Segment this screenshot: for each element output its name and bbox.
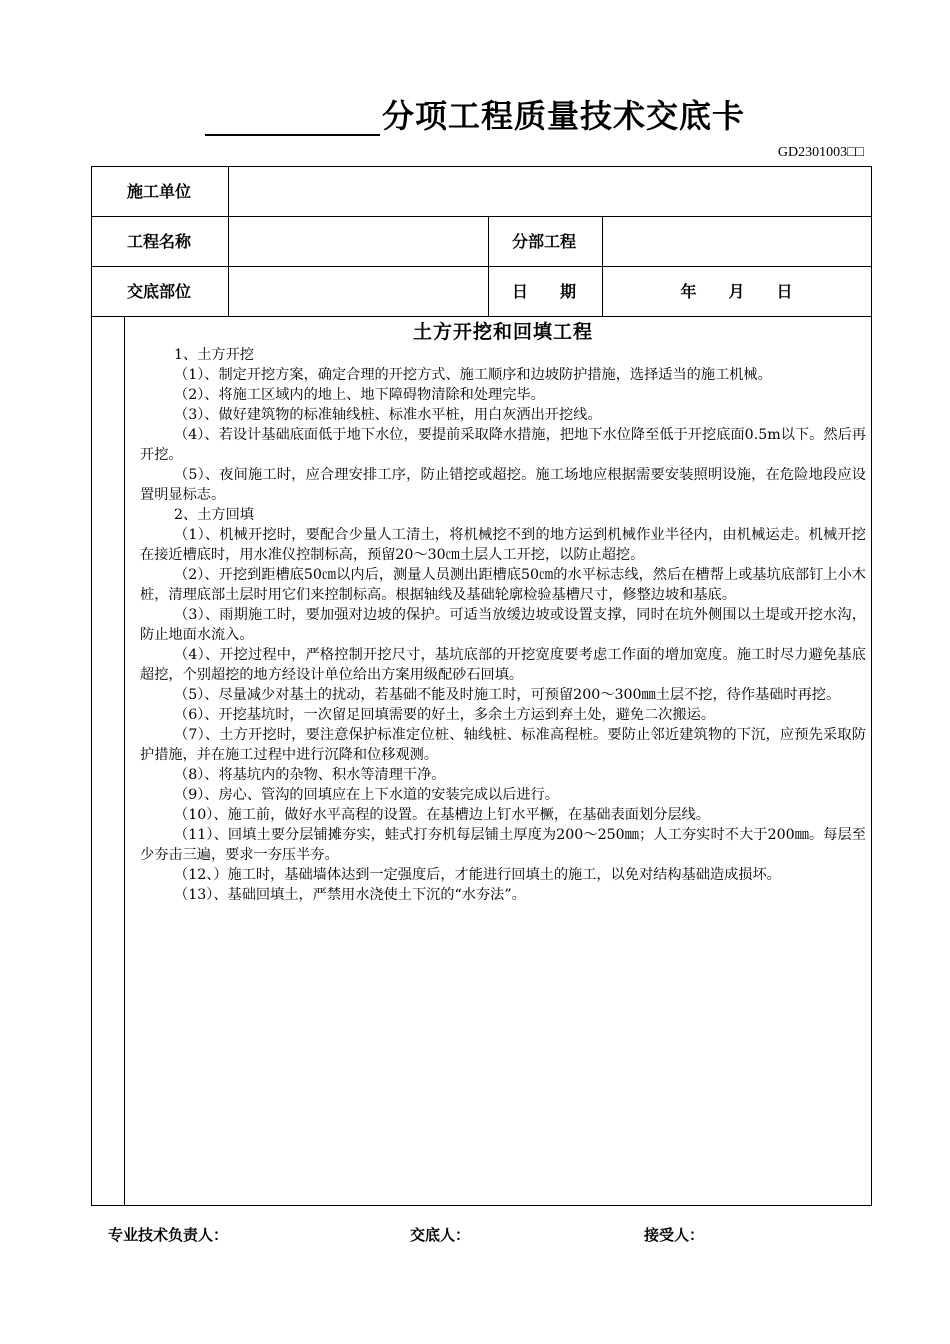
paragraph: （13）、基础回填土，严禁用水浇使土下沉的“水夯法”。 [174,887,526,903]
presenter-label: 交底人： [410,1226,471,1244]
page-title [0,96,950,136]
divider [602,217,603,266]
project-name-label: 工程名称 [127,232,192,251]
row-project-name [92,217,871,267]
form-code: GD2301003□□ [777,145,864,160]
paragraph: 2、土方回填 [174,507,254,523]
paragraph: （1）、机械开挖时，要配合少量人工清土，将机械挖不到的地方运到机械作业半径内，由机械运走。机械开挖在接近槽底时，用水准仪控制标高，预留20～30㎝土层人工开挖，以防止超挖。 [140,527,866,563]
divider [228,267,229,316]
construction-unit-label: 施工单位 [127,182,192,201]
paragraph: （7）、土方开挖时，要注意保护标准定位桩、轴线桩、标准高程桩。要防止邻近建筑物的下沉，应预先采取防护措施，并在施工过程中进行沉降和位移观测。 [140,727,866,763]
title-blank-line [205,102,380,136]
paragraph: （6）、开挖基坑时，一次留足回填需要的好土，多余土方运到弃土处，避免二次搬运。 [174,707,716,723]
title-text: 分项工程质量技术交底卡 [381,97,745,135]
row-construction-unit [92,167,871,217]
paragraph: 1、土方开挖 [174,347,254,363]
paragraph: （5）、尽量减少对基土的扰动，若基础不能及时施工时，可预留200～300㎜土层不挖，待作基础时再挖。 [174,687,841,703]
margin-divider [124,317,125,1205]
receiver-label: 接受人： [644,1226,705,1244]
paragraph: （4）、开挖过程中，严格控制开挖尺寸，基坑底部的开挖宽度要考虑工作面的增加宽度。施工时尽力避免基底超挖，个别超挖的地方经设计单位给出方案用级配砂石回填。 [140,647,866,683]
row-location [92,267,871,317]
paragraph: （8）、将基坑内的杂物、积水等清理干净。 [174,767,446,783]
divider [228,217,229,266]
division-label: 分部工程 [512,232,577,251]
form-table [91,166,872,1206]
paragraph: （11）、回填土要分层铺摊夯实，蛙式打夯机每层铺土厚度为200～250㎜；人工夯实时不大于200㎜。每层至少夯击三遍，要求一夯压半夯。 [140,827,866,863]
paragraph: （9）、房心、管沟的回填应在上下水道的安装完成以后进行。 [174,787,559,803]
paragraph: （12、）施工时，基础墙体达到一定强度后，才能进行回填土的施工，以免对结构基础造成损坏。 [174,867,781,883]
section-title: 土方开挖和回填工程 [412,321,593,343]
content-area [92,317,871,1205]
paragraph: （4）、若设计基础底面低于地下水位，要提前采取降水措施，把地下水位降至低于开挖底面0.5m以下。然后再开挖。 [140,427,866,463]
paragraph: （5）、夜间施工时，应合理安排工序，防止错挖或超挖。施工场地应根据需要安装照明设施，在危险地段应设置明显标志。 [140,467,866,503]
location-label: 交底部位 [127,282,192,301]
date-label: 日 期 [512,282,577,301]
paragraph: （3）、做好建筑物的标准轴线桩、标准水平桩，用白灰洒出开挖线。 [174,407,602,423]
paragraph: （10）、施工前，做好水平高程的设置。在基槽边上钉水平橛，在基础表面划分层线。 [174,807,710,823]
paragraph: （2）、将施工区域内的地上、地下障碍物清除和处理完毕。 [174,387,545,403]
tech-lead-label: 专业技术负责人： [108,1226,229,1244]
divider [488,267,489,316]
paragraph: （1）、制定开挖方案，确定合理的开挖方式、施工顺序和边坡防护措施，选择适当的施工机械。 [174,367,772,383]
signature-footer [0,1224,950,1244]
content-body [140,319,866,905]
divider [488,217,489,266]
paragraph: （2）、开挖到距槽底50㎝以内后，测量人员测出距槽底50㎝的水平标志线，然后在槽帮上或基坑底部钉上小木桩，清理底部土层时用它们来控制标高。根据轴线及基础轮廓检验基槽尺寸，修整边坡和基底。 [140,567,866,603]
date-fill: 年 月 日 [680,282,793,301]
paragraph: （3）、雨期施工时，要加强对边坡的保护。可适当放缓边坡或设置支撑，同时在坑外侧围以土堤或开挖水沟，防止地面水流入。 [140,607,866,643]
divider [228,167,229,216]
